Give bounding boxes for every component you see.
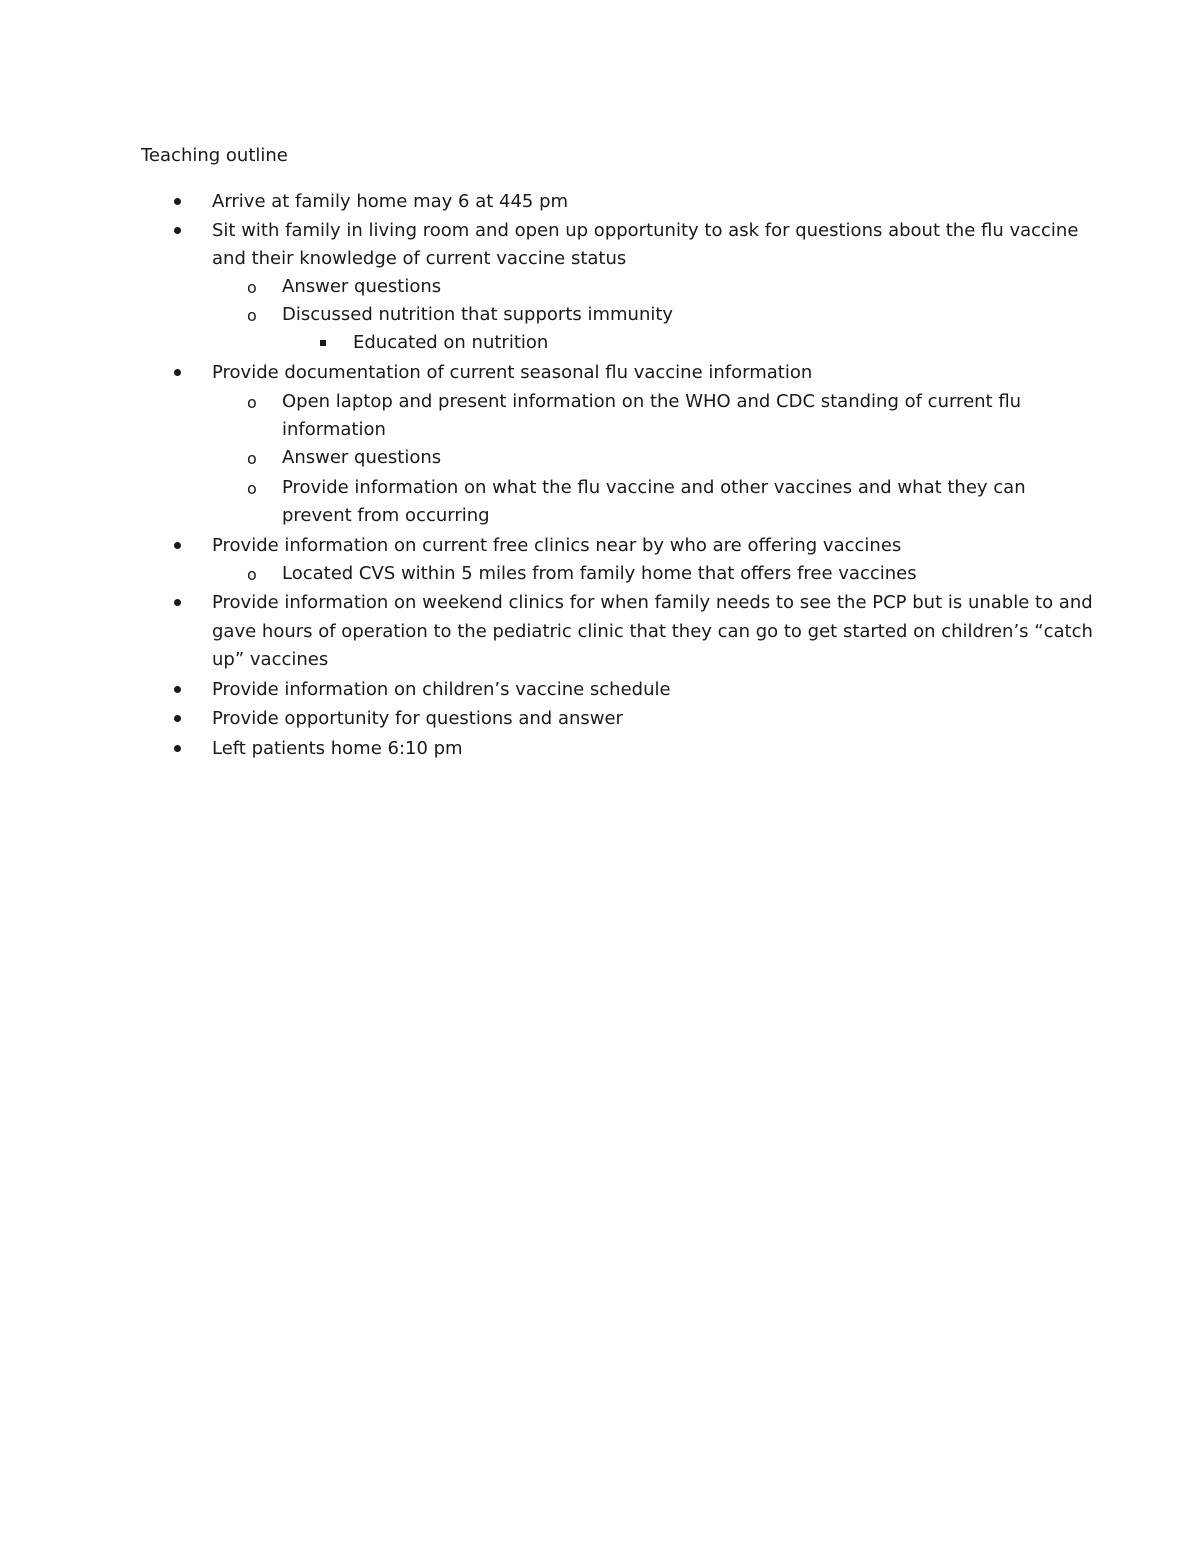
square-bullet-icon [320,340,326,346]
bullet-icon [174,715,181,722]
list-item: Provide information on children’s vaccine schedule [212,679,671,700]
bullet-icon [174,198,181,205]
list-item: Sit with family in living room and open up opportunity to ask for questions about the flu vaccine [212,220,1079,241]
bullet-icon [174,542,181,549]
list-item: Left patients home 6:10 pm [212,738,463,759]
sub-bullet-icon: o [247,565,257,584]
list-item: Arrive at family home may 6 at 445 pm [212,191,569,212]
sub-bullet-icon: o [247,449,257,468]
sub-list-item: Answer questions [282,447,442,468]
bullet-icon [174,369,181,376]
sub-sub-list-item: Educated on nutrition [353,332,549,353]
sub-bullet-icon: o [247,306,257,325]
list-item-continuation: up” vaccines [212,649,329,670]
sub-list-item: Open laptop and present information on the WHO and CDC standing of current flu [282,391,1022,412]
sub-bullet-icon: o [247,393,257,412]
list-item-continuation: gave hours of operation to the pediatric clinic that they can go to get started on children’s “catch [212,621,1093,642]
bullet-icon [174,599,181,606]
list-item: Provide opportunity for questions and answer [212,708,623,729]
sub-bullet-icon: o [247,278,257,297]
sub-list-item-continuation: information [282,419,386,440]
list-item: Provide documentation of current seasonal flu vaccine information [212,362,813,383]
list-item: Provide information on weekend clinics for when family needs to see the PCP but is unable to and [212,592,1093,613]
sub-bullet-icon: o [247,479,257,498]
sub-list-item: Located CVS within 5 miles from family home that offers free vaccines [282,563,917,584]
bullet-icon [174,745,181,752]
bullet-icon [174,686,181,693]
list-item-continuation: and their knowledge of current vaccine status [212,248,627,269]
sub-list-item-continuation: prevent from occurring [282,505,490,526]
sub-list-item: Answer questions [282,276,442,297]
sub-list-item: Provide information on what the flu vaccine and other vaccines and what they can [282,477,1026,498]
document-title: Teaching outline [141,145,288,166]
sub-list-item: Discussed nutrition that supports immunity [282,304,674,325]
list-item: Provide information on current free clinics near by who are offering vaccines [212,535,902,556]
bullet-icon [174,227,181,234]
